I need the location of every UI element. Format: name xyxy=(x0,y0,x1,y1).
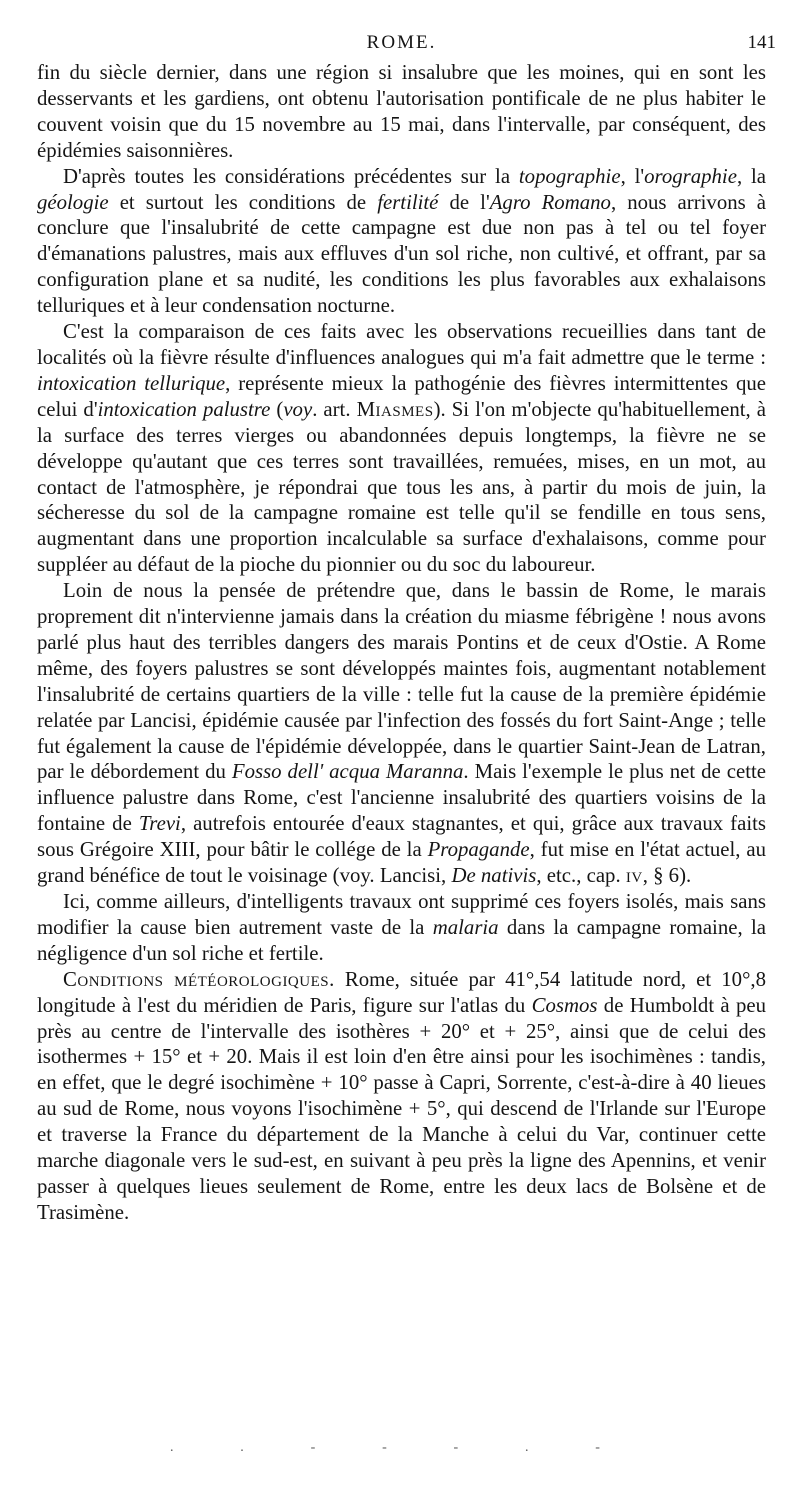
page-number: 141 xyxy=(747,32,776,53)
paragraph xyxy=(37,60,766,164)
text-segment: , fut mise en l'état actuel, au grand bénéfice de tout le voisinage (voy. Lancisi, xyxy=(37,838,766,888)
paragraph xyxy=(37,578,766,889)
footer-mark: . xyxy=(170,1440,174,1455)
small-caps-text: Miasmes xyxy=(356,397,434,421)
text-segment: , § 6). xyxy=(642,864,692,888)
body-text xyxy=(37,60,766,1226)
text-segment: Rome, située par 41°,54 latitude nord, et 10°,8 longitude à l'est du méridien de Paris, figure sur l'atlas du xyxy=(37,967,766,1017)
text-segment: , la xyxy=(736,164,766,188)
text-segment: D'après toutes les considérations précédentes sur la xyxy=(63,164,519,188)
italic-text: Fosso dell' acqua Maranna xyxy=(231,760,464,784)
text-segment: fin du siècle dernier, dans une région si insalubre que les moines, qui en sont les desservants et les gardiens, ont obtenu l'autorisation pontificale de ne plus habiter le couvent voisin que du 15 novembre au 15 mai, dans l'intervalle, par conséquent, des épidémies saisonnières. xyxy=(37,61,766,162)
text-segment: Ici, comme ailleurs, d'intelligents travaux ont supprimé ces foyers isolés, mais sans modifier la cause bien autrement vaste de la xyxy=(37,890,766,939)
footer-mark: - xyxy=(453,1440,459,1455)
text-segment: , représente mieux la pathogénie des fièvres intermittentes que celui d' xyxy=(37,371,766,421)
italic-text: voy xyxy=(283,397,313,421)
page-header xyxy=(37,0,776,60)
footer-mark: - xyxy=(595,1440,600,1455)
text-segment: Loin de nous la pensée de prétendre que, dans le bassin de Rome, le marais proprement dit n'intervienne jamais dans la création du miasme fébrigène ! nous avons parlé plus haut des terribles dangers des marais Pontins et de ceux d'Ostie. A Rome même, des foyers palustres se sont développés maintes fois, augmentant notablement l'insalubrité de certains quartiers de la ville : telle fut la cause de la première épidémie relatée par Lancisi, épidémie causée par l'infection des fossés du fort Saint-Ange ; telle fut également la cause de l'épidémie développée, dans le quartier Saint-Jean de Latran, par le débordement du xyxy=(37,579,766,784)
book-page xyxy=(37,0,776,1226)
italic-text: Cosmos xyxy=(531,993,598,1017)
italic-text: orographie xyxy=(644,164,737,188)
paragraph xyxy=(37,319,766,578)
italic-text: topographie xyxy=(518,164,621,188)
paragraph xyxy=(37,889,766,967)
text-segment: . art. xyxy=(312,397,357,421)
footer-marks xyxy=(170,1440,600,1456)
paragraph xyxy=(37,164,766,319)
text-segment: de l' xyxy=(438,190,490,214)
footer-mark: - xyxy=(382,1440,387,1455)
text-segment: et surtout les conditions de xyxy=(108,190,378,214)
text-segment: , nous arrivons à conclure que l'insalubrité de cette campagne est due non pas à tel ou tel foyer d'émanations palustres, mais aux effluves d'un sol riche, non cultivé, et offrant, par sa configuration plane et sa nudité, les conditions les plus favorables aux exhalaisons telluriques et à leur condensation nocturne. xyxy=(37,190,767,318)
italic-text: Trevi xyxy=(138,812,181,836)
italic-text: intoxication palustre xyxy=(97,397,271,421)
italic-text: De nativis xyxy=(451,864,537,888)
text-segment: , autrefois entourée d'eaux stagnantes, et qui, grâce aux travaux faits sous Grégoire XIII, pour bâtir le collége de la xyxy=(37,812,766,862)
italic-text: fertilité xyxy=(377,190,439,214)
text-segment: , l' xyxy=(620,164,645,188)
italic-text: malaria xyxy=(432,915,499,939)
italic-text: Agro Romano xyxy=(489,190,611,214)
paragraph xyxy=(37,967,766,1226)
italic-text: intoxication tellurique xyxy=(37,371,226,395)
italic-text: géologie xyxy=(37,190,109,214)
footer-mark: - xyxy=(310,1440,316,1455)
text-segment: de Humboldt à peu près au centre de l'intervalle des isothères + 20° et + 25°, ainsi que de celui des isothermes + 15° et + 20. Mais il est loin d'en être ainsi pour les isochimènes : tandis, en effet, que le degré isochimène + 10° passe à Capri, Sorrente, c'est-à-dire à 40 lieues au sud de Rome, nous voyons l'isochimène + 5°, qui descend de l'Irlande sur l'Europe et traverse la France du département de la Manche à celui du Var, continuer cette marche diagonale vers le sud-est, en suivant à peu près la ligne des Apennins, et venir passer à quelques lieues seulement de Rome, entre les deux lacs de Bolsène et de Trasimène. xyxy=(37,993,767,1224)
small-caps-text: iv xyxy=(625,864,643,888)
text-segment: dans la campagne romaine, la négligence d'un sol riche et fertile. xyxy=(37,915,766,965)
small-caps-text: Conditions météorologiques. xyxy=(63,967,335,991)
running-title: ROME. xyxy=(366,32,437,53)
italic-text: Propagande xyxy=(427,838,530,862)
text-segment: , etc., cap. xyxy=(536,864,626,888)
text-segment: ). Si l'on m'objecte qu'habituellement, à la surface des terres vierges ou abandonnées depuis longtemps, la fièvre ne se développe qu'autant que ces terres sont travaillées, remuées, mises, en un mot, au contact de l'atmosphère, je répondrai que tous les ans, à partir du mois de juin, la sécheresse du sol de la campagne romaine est telle qu'il se fendille en tous sens, augmentant dans une proportion incalculable sa surface d'exhalaisons, comme pour suppléer au défaut de la pioche du pionnier ou du soc du laboureur. xyxy=(37,397,766,577)
text-segment: ( xyxy=(270,397,284,421)
footer-mark: . xyxy=(240,1440,244,1455)
footer-mark: . xyxy=(525,1440,529,1455)
text-segment: . Mais l'exemple le plus net de cette influence palustre dans Rome, c'est l'ancienne insalubrité des quartiers voisins de la fontaine de xyxy=(37,760,767,836)
text-segment: C'est la comparaison de ces faits avec les observations recueillies dans tant de localités où la fièvre résulte d'influences analogues qui m'a fait admettre que le terme : xyxy=(37,320,766,369)
